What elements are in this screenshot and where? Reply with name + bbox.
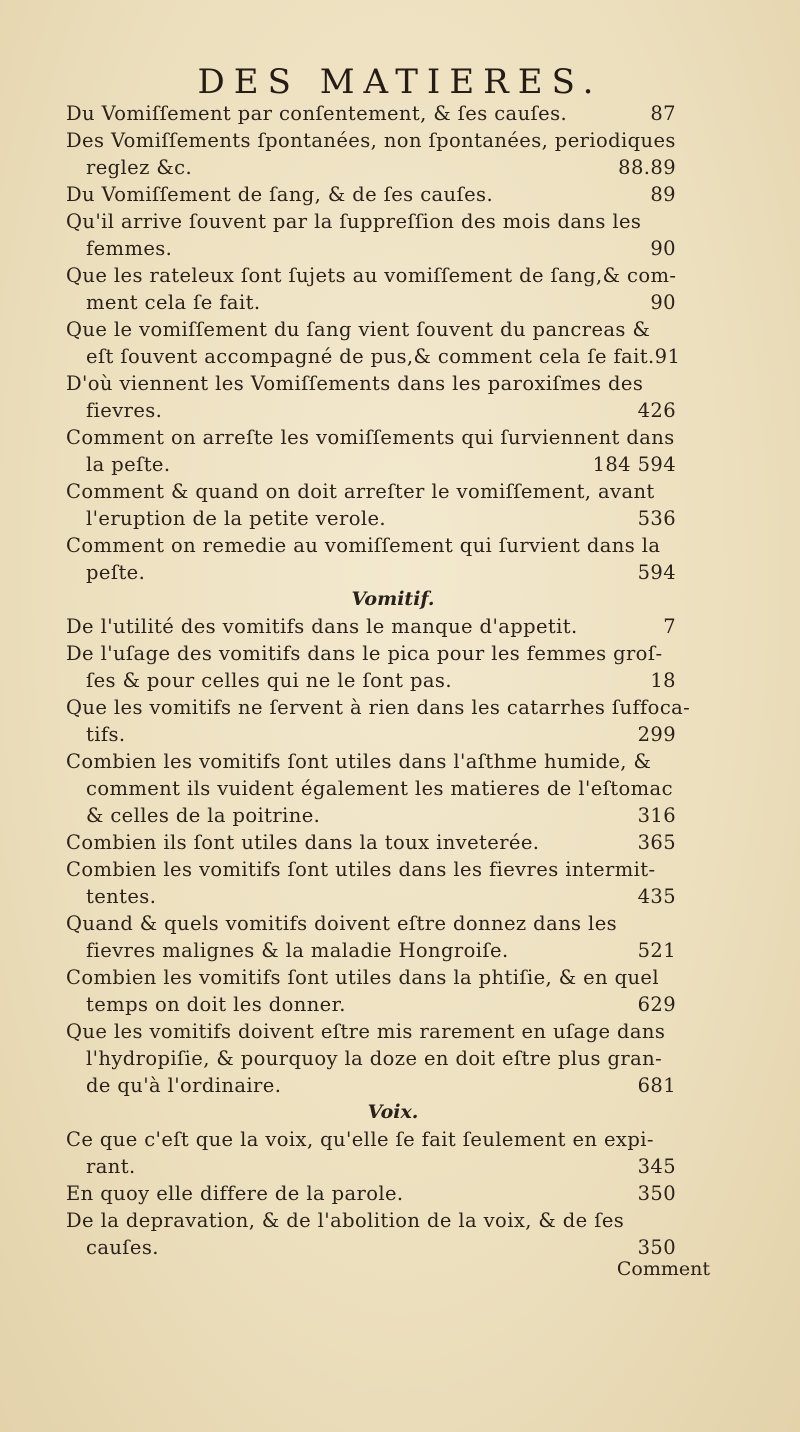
entry-text: rant.	[86, 1155, 136, 1178]
page-number: 90	[650, 291, 676, 314]
page-number: 88.89	[618, 156, 676, 179]
entry-line	[66, 478, 680, 505]
entry-line	[66, 910, 680, 937]
page-number: 89	[650, 183, 676, 206]
entry-text: Quand & quels vomitifs doivent eſtre donnez dans les	[66, 912, 618, 935]
page-number: 299	[637, 723, 676, 746]
page-number: 350	[637, 1182, 676, 1205]
entry-line	[66, 181, 680, 208]
entry-text: Qu'il arrive ſouvent par la ſuppreſſion des mois dans les	[66, 210, 642, 233]
index-entry	[66, 100, 680, 127]
index-entry	[66, 1018, 680, 1099]
entry-line	[66, 1234, 680, 1261]
entry-text: femmes.	[86, 237, 173, 260]
entry-text: Du Vomiſſement par conſentement, & ſes cauſes.	[66, 102, 568, 125]
entry-text: eſt ſouvent accompagné de pus,& comment cela ſe fait.91	[86, 345, 681, 368]
page-number: 7	[663, 615, 676, 638]
entry-text: cauſes.	[86, 1236, 159, 1259]
entry-line	[66, 1072, 680, 1099]
page-number: 521	[637, 939, 676, 962]
entry-text: tifs.	[86, 723, 126, 746]
entry-text: Ce que c'eſt que la voix, qu'elle ſe fait ſeulement en expi-	[66, 1128, 654, 1151]
entry-line	[66, 397, 680, 424]
entry-text: De l'uſage des vomitifs dans le pica pour les femmes groſ-	[66, 642, 663, 665]
entry-text: Combien ils ſont utiles dans la toux inveterée.	[66, 831, 540, 854]
entry-text: Que les vomitifs doivent eſtre mis rarement en uſage dans	[66, 1020, 666, 1043]
entry-line	[66, 883, 680, 910]
entry-text: l'hydropiſie, & pourquoy la doze en doit eſtre plus gran-	[86, 1047, 663, 1070]
page-number: 184 594	[592, 453, 676, 476]
entry-text: fievres malignes & la maladie Hongroiſe.	[86, 939, 509, 962]
index-entry	[66, 478, 680, 532]
page-number: 594	[637, 561, 676, 584]
index-entry	[66, 1207, 680, 1261]
entry-line	[66, 532, 680, 559]
entry-line	[66, 1153, 680, 1180]
entry-line	[66, 694, 691, 721]
entry-text: Comment & quand on doit arreſter le vomiſſement, avant	[66, 480, 655, 503]
page-number: 90	[650, 237, 676, 260]
entry-text: fievres.	[86, 399, 163, 422]
page-number: 316	[637, 804, 676, 827]
index-entry	[66, 424, 680, 478]
entry-line	[66, 721, 680, 748]
index-entry	[66, 910, 680, 964]
entry-line	[66, 775, 680, 802]
entry-text: Comment on arreſte les vomiſſements qui ſurviennent dans	[66, 426, 675, 449]
page-number: 435	[637, 885, 676, 908]
index-entry	[66, 613, 680, 640]
entry-text: De l'utilité des vomitifs dans le manque d'appetit.	[66, 615, 578, 638]
entry-line	[66, 262, 680, 289]
entry-line	[66, 370, 680, 397]
entry-line	[66, 1126, 680, 1153]
page-number: 365	[637, 831, 676, 854]
entry-line	[66, 964, 680, 991]
index-entry	[66, 748, 680, 829]
entry-text: la peſte.	[86, 453, 171, 476]
entry-text: de qu'à l'ordinaire.	[86, 1074, 282, 1097]
index-entry	[66, 694, 691, 748]
index-content	[66, 100, 691, 1261]
index-entry	[66, 964, 680, 1018]
page-number: 18	[650, 669, 676, 692]
entry-line	[66, 424, 680, 451]
entry-line	[66, 802, 680, 829]
entry-text: ſes & pour celles qui ne le ſont pas.	[86, 669, 452, 692]
entry-text: ment cela ſe fait.	[86, 291, 261, 314]
entry-line	[66, 559, 680, 586]
page-number: 536	[637, 507, 676, 530]
entry-text: Du Vomiſſement de ſang, & de ſes cauſes.	[66, 183, 494, 206]
entry-line	[66, 451, 680, 478]
entry-text: peſte.	[86, 561, 146, 584]
entry-line	[66, 856, 680, 883]
entry-line	[66, 208, 680, 235]
entry-line	[66, 289, 680, 316]
entry-text: En quoy elle differe de la parole.	[66, 1182, 404, 1205]
index-entry	[66, 829, 680, 856]
entry-text: reglez &c.	[86, 156, 193, 179]
section-title: Voix.	[367, 1101, 419, 1123]
entry-text: Que les vomitifs ne ſervent à rien dans les catarrhes ſuffoca-	[66, 696, 691, 719]
index-entry	[66, 127, 680, 181]
index-entry	[66, 640, 680, 694]
index-entry	[66, 1180, 680, 1207]
entry-text: Des Vomiſſements ſpontanées, non ſpontanées, periodiques	[66, 129, 676, 152]
entry-line	[66, 613, 680, 640]
index-entry	[66, 181, 680, 208]
entry-line	[66, 829, 680, 856]
index-entry	[66, 262, 680, 316]
entry-line	[66, 748, 680, 775]
entry-line	[66, 1180, 680, 1207]
catchword: Comment	[616, 1258, 710, 1280]
index-entry	[66, 532, 680, 586]
page-number	[680, 343, 684, 370]
index-entry	[66, 856, 680, 910]
page-number: 629	[637, 993, 676, 1016]
entry-line	[66, 1018, 680, 1045]
page-number: 87	[650, 102, 676, 125]
entry-line	[66, 1207, 680, 1234]
entry-line	[66, 991, 680, 1018]
entry-line	[66, 1045, 680, 1072]
index-entry	[66, 370, 680, 424]
entry-line	[66, 343, 680, 370]
page-number: 426	[637, 399, 676, 422]
entry-text: l'eruption de la petite verole.	[86, 507, 387, 530]
entry-line	[66, 505, 680, 532]
page-header: DES MATIERES.	[197, 62, 603, 102]
entry-line	[66, 235, 680, 262]
entry-text: Combien les vomitifs ſont utiles dans l'aſthme humide, &	[66, 750, 652, 773]
entry-text: Comment on remedie au vomiſſement qui ſurvient dans la	[66, 534, 661, 557]
entry-text: temps on doit les donner.	[86, 993, 346, 1016]
index-entry	[66, 208, 680, 262]
page-number: 345	[637, 1155, 676, 1178]
index-entry	[66, 316, 680, 370]
entry-line	[66, 100, 680, 127]
entry-line	[66, 667, 680, 694]
section-title: Vomitif.	[351, 588, 435, 610]
entry-line	[66, 640, 680, 667]
entry-text: tentes.	[86, 885, 157, 908]
entry-line	[66, 937, 680, 964]
page-number: 350	[637, 1236, 676, 1259]
entry-text: D'où viennent les Vomiſſements dans les paroxiſmes des	[66, 372, 644, 395]
entry-line	[66, 127, 680, 154]
entry-line	[66, 154, 680, 181]
entry-text: & celles de la poitrine.	[86, 804, 321, 827]
entry-text: comment ils vuident également les matieres de l'eſtomac	[86, 777, 673, 800]
entry-text: Combien les vomitifs ſont utiles dans les fievres intermit-	[66, 858, 656, 881]
entry-line	[66, 316, 680, 343]
entry-text: Que les rateleux ſont ſujets au vomiſſement de ſang,& com-	[66, 264, 677, 287]
index-entry	[66, 1126, 680, 1180]
entry-text: De la depravation, & de l'abolition de la voix, & de ſes	[66, 1209, 625, 1232]
entry-text: Que le vomiſſement du ſang vient ſouvent du pancreas &	[66, 318, 651, 341]
page-number: 681	[637, 1074, 676, 1097]
entry-text: Combien les vomitifs ſont utiles dans la phtiſie, & en quel	[66, 966, 660, 989]
